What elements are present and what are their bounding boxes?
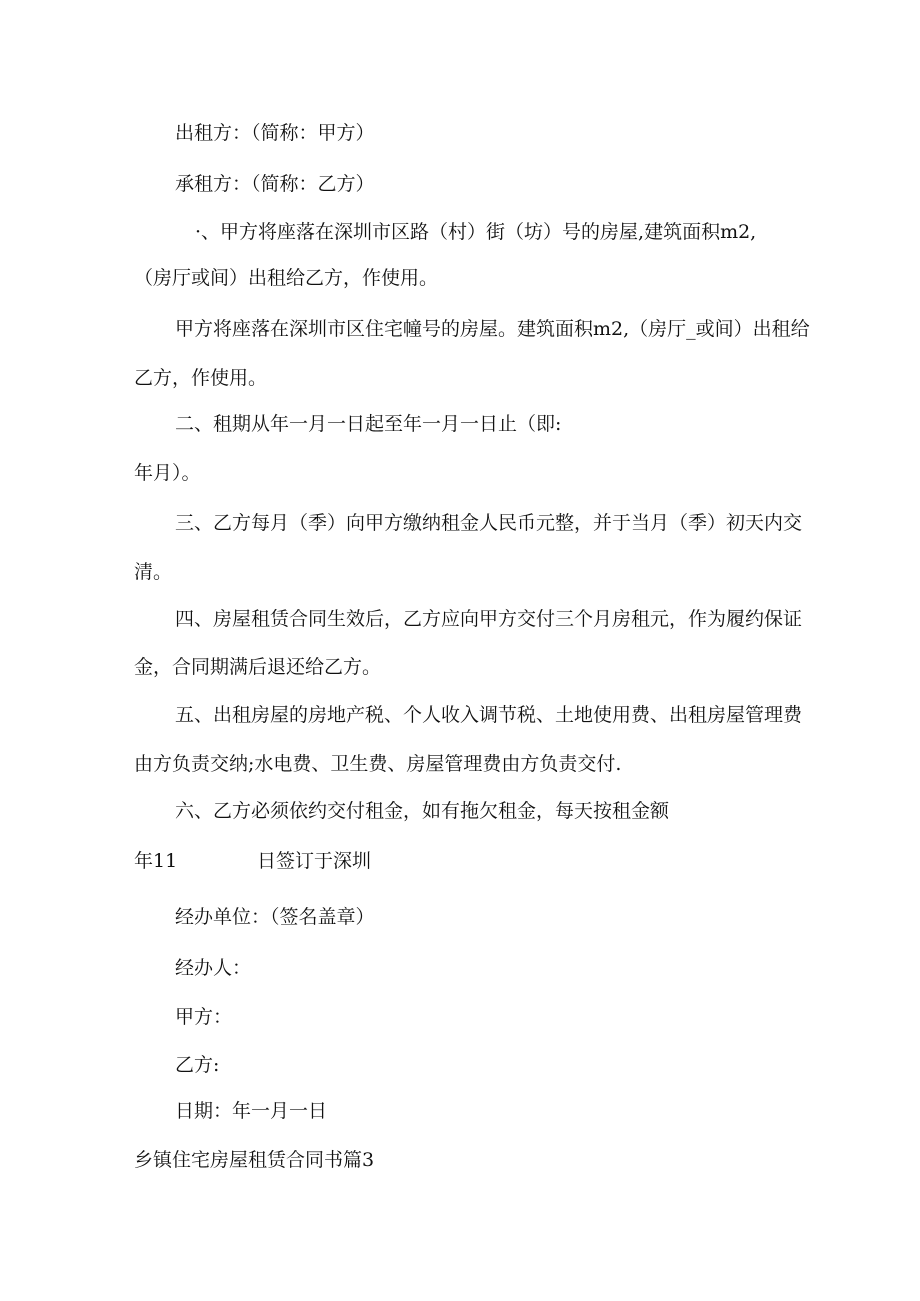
party-a-line: 甲方： [175, 1006, 233, 1028]
next-section-title: 乡镇住宅房屋租赁合同书篇3 [134, 1149, 375, 1171]
clause-2-line-1: 二、租期从年一月一日起至年一月一日止（即: [175, 413, 562, 435]
agent-line: 经办人： [175, 957, 252, 979]
clause-5-line-1: 五、出租房屋的房地产税、个人收入调节税、土地使用费、出租房屋管理费 [175, 704, 803, 726]
clause-1-line-1: ·、甲方将座落在深圳市区路（村）街（坊）号的房屋,建筑面积m2, [195, 221, 757, 243]
agency-line: 经办单位：（签名盖章） [175, 906, 375, 928]
clause-4-line-2: 金，合同期满后退还给乙方。 [134, 656, 382, 678]
clause-6-line-1: 六、乙方必须依约交付租金，如有拖欠租金，每天按租金额 [175, 800, 670, 822]
party-b-line: 乙方: [175, 1054, 220, 1076]
lessor-line: 出租方：（简称：甲方） [175, 122, 375, 144]
clause-3-line-1: 三、乙方每月（季）向甲方缴纳租金人民币元整，并于当月（季）初天内交 [175, 512, 803, 534]
clause-3-line-2: 清。 [134, 561, 173, 583]
signed-place: 日签订于深圳 [257, 850, 372, 872]
clause-1-line-2: （房厅或间）出租给乙方，作使用。 [134, 267, 439, 289]
lessee-line: 承租方：（简称：乙方） [175, 173, 375, 195]
date-line: 日期：年一月一日 [175, 1100, 328, 1122]
clause-1b-line-2: 乙方，作使用。 [134, 367, 268, 389]
clause-4-line-1: 四、房屋租赁合同生效后，乙方应向甲方交付三个月房租元，作为履约保证 [175, 608, 803, 630]
signed-year: 年11 [134, 850, 178, 872]
clause-5-line-2: 由方负责交纳;水电费、卫生费、房屋管理费由方负责交付. [134, 753, 622, 775]
clause-1b-line-1: 甲方将座落在深圳市区住宅幢号的房屋。建筑面积m2,（房厅_或间）出租给 [175, 318, 810, 340]
clause-2-line-2: 年月）。 [134, 462, 201, 484]
